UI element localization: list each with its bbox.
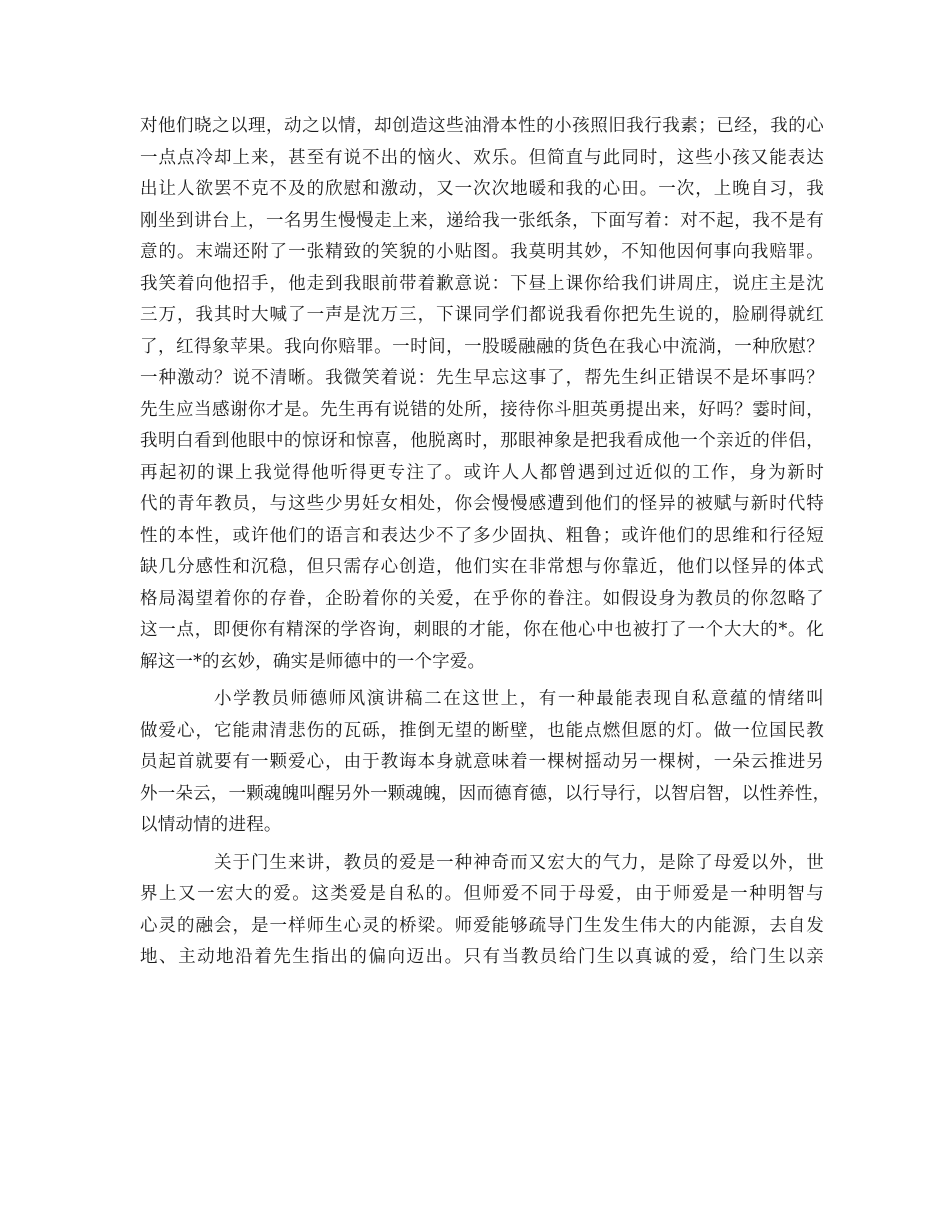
text-line: 小学教员师德师风演讲稿二在这世上，有一种最能表现自私意蕴的情绪叫: [214, 689, 824, 709]
paragraph-2: [140, 684, 831, 842]
text-line: 外一朵云，一颗魂魄叫醒另外一颗魂魄，因而德育德，以行导行，以智启智，以性养性，: [140, 783, 831, 804]
text-line: 以情动情的进程。: [140, 815, 282, 835]
text-line: 关于门生来讲，教员的爱是一种神奇而又宏大的气力，是除了母爱以外，世: [214, 852, 824, 873]
text-line: 再起初的课上我觉得他听得更专注了。或许人人都曾遇到过近似的工作，身为新时: [140, 462, 824, 483]
text-line: 三万，我其时大喊了一声是沈万三，下课同学们都说我看你把先生说的，脸刷得就红: [140, 305, 824, 325]
text-line: 一种激动？说不清晰。我微笑着说：先生早忘这事了，帮先生纠正错误不是坏事吗？: [140, 368, 824, 388]
text-line: 这一点，即便你有精深的学咨询，刺眼的才能，你在他心中也被打了一个大大的*。化: [140, 620, 824, 640]
text-line: 界上又一宏大的爱。这类爱是自私的。但师爱不同于母爱，由于师爱是一种明智与: [140, 884, 824, 904]
text-line: 心灵的融会，是一样师生心灵的桥梁。师爱能够疏导门生发生伟大的内能源，去自发: [140, 915, 824, 936]
text-line: 我笑着向他招手，他走到我眼前带着歉意说：下昼上课你给我们讲周庄，说庄主是沈: [140, 273, 824, 294]
text-line: 解这一*的玄妙，确实是师德中的一个字爱。: [140, 651, 486, 672]
text-line: 员起首就要有一颗爱心，由于教诲本身就意味着一棵树摇动另一棵树，一朵云推进另: [140, 752, 824, 772]
paragraph-1: [140, 111, 824, 678]
text-line: 刚坐到讲台上，一名男生慢慢走上来，递给我一张纸条，下面写着：对不起，我不是有: [140, 210, 824, 231]
text-line: 出让人欲罢不克不及的欣慰和激动，又一次次地暖和我的心田。一次，上晚自习，我: [140, 179, 824, 199]
text-line: 对他们晓之以理，动之以情，却创造这些油滑本性的小孩照旧我行我素；已经，我的心: [140, 116, 824, 136]
text-line: 地、主动地沿着先生指出的偏向迈出。只有当教员给门生以真诚的爱，给门生以亲: [140, 947, 824, 967]
paragraph-3: [140, 848, 824, 974]
text-line: 格局渴望着你的存眷，企盼着你的关爱，在乎你的眷注。如假设身为教员的你忽略了: [140, 588, 824, 609]
text-line: 缺几分感性和沉稳，但只需存心创造，他们实在非常想与你靠近，他们以怪异的体式: [140, 557, 824, 577]
text-line: 先生应当感谢你才是。先生再有说错的处所，接待你斗胆英勇提出来，好吗？霎时间，: [140, 399, 824, 420]
document-body: [140, 111, 831, 974]
text-line: 我明白看到他眼中的惊讶和惊喜，他脱离时，那眼神象是把我看成他一个亲近的伴侣，: [140, 431, 824, 451]
text-line: 性的本性，或许他们的语言和表达少不了多少固执、粗鲁；或许他们的思维和行径短: [140, 525, 824, 546]
text-line: 意的。末端还附了一张精致的笑貌的小贴图。我莫明其妙，不知他因何事向我赔罪。: [140, 242, 824, 262]
text-line: 代的青年教员，与这些少男妊女相处，你会慢慢感遭到他们的怪异的被赋与新时代特: [140, 494, 824, 514]
text-line: 了，红得象苹果。我向你赔罪。一时间，一股暖融融的货色在我心中流淌，一种欣慰？: [140, 336, 824, 357]
text-line: 做爱心，它能肃清悲伤的瓦砾，推倒无望的断壁，也能点燃但愿的灯。做一位国民教: [140, 720, 824, 741]
text-line: 一点点冷却上来，甚至有说不出的恼火、欢乐。但简直与此同时，这些小孩又能表达: [140, 147, 824, 168]
